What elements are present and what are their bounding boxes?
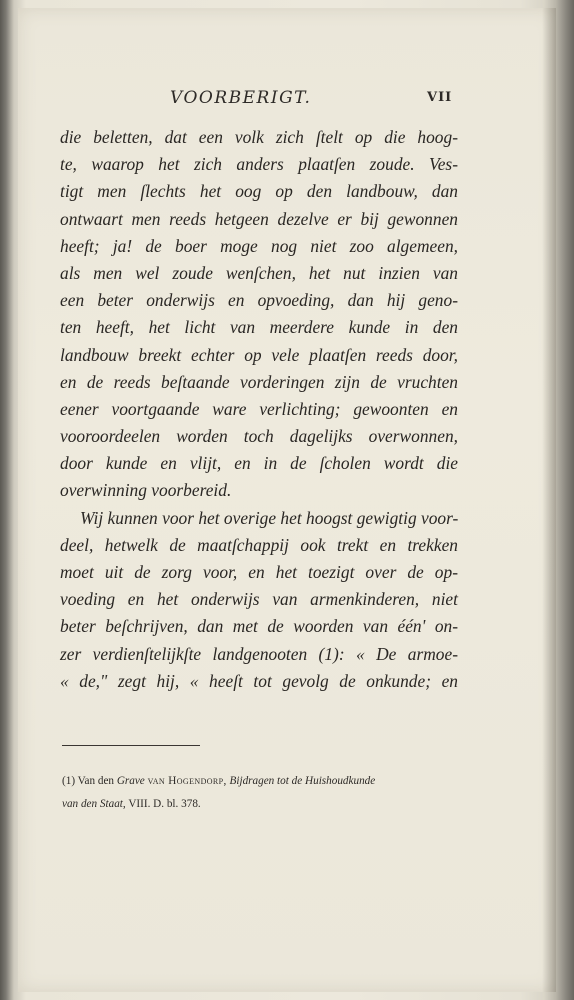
text-line: zer verdienſtelijkſte landgenooten (1): « De armoe-: [60, 643, 458, 664]
text-line: als men wel zoude wenſchen, het nut inzien van: [60, 262, 458, 283]
page-number: VII: [427, 90, 453, 105]
text-line: door kunde en vlijt, en in de ſcholen wordt die: [60, 453, 458, 474]
footnote-reference: VIII. D. bl. 378.: [128, 798, 201, 810]
text-line: een beter onderwijs en opvoeding, dan hij geno-: [60, 290, 458, 311]
footnote-work-title: Bijdragen tot de Huishoudkunde: [229, 775, 376, 787]
footnote: [62, 770, 462, 816]
text-line: tigt men ſlechts het oog op den landbouw, dan: [60, 181, 458, 202]
paragraph-end-line: overwinning voorbereid.: [60, 480, 232, 501]
text-line: vooroordeelen worden toch dagelijks overwonnen,: [60, 426, 458, 447]
footnote-marker: (1): [62, 775, 76, 787]
text-line: voeding en het onderwijs van armenkinderen, niet: [60, 589, 458, 610]
page-edge-shadow: [542, 8, 556, 992]
footnote-line: [62, 793, 462, 816]
text-line: deel, hetwelk de maatſchappij ook trekt en trekken: [60, 534, 458, 555]
text-line: die beletten, dat een volk zich ſtelt op die hoog-: [60, 127, 458, 147]
footnote-work-title-cont: van den Staat,: [62, 798, 126, 810]
text-line: « de," zegt hij, « heeſt tot gevolg de onkunde; en: [60, 670, 458, 691]
footnote-author: van Hogendorp,: [147, 775, 227, 787]
text-line: eener voortgaande ware verlichting; gewoonten en: [60, 398, 458, 419]
text-line: en de reeds beſtaande vorderingen zijn de vruchten: [60, 371, 458, 392]
footnote-grave: Grave: [116, 775, 145, 787]
text-line: te, waarop het zich anders plaatſen zoude. Ves-: [60, 154, 458, 175]
text-line: heeft; ja! de boer moge nog niet zoo algemeen,: [60, 235, 458, 256]
body-text: [60, 124, 458, 695]
footnote-rule: [62, 745, 200, 746]
text-line: beter beſchrijven, dan met de woorden van één' on-: [60, 616, 458, 637]
running-head: VOORBERIGT.: [170, 88, 312, 108]
footnote-text: Van den: [77, 775, 115, 787]
page-header: [0, 88, 574, 112]
text-line: ontwaart men reeds hetgeen dezelve er bij gewonnen: [60, 208, 458, 229]
paragraph-start-line: Wij kunnen voor het overige het hoogst gewigtig voor-: [80, 507, 459, 528]
footnote-line: [62, 770, 462, 793]
text-line: moet uit de zorg voor, en het toezigt over de op-: [60, 562, 458, 582]
text-line: ten heeft, het licht van meerdere kunde in den: [60, 317, 458, 338]
text-line: landbouw breekt echter op vele plaatſen reeds door,: [60, 344, 458, 365]
